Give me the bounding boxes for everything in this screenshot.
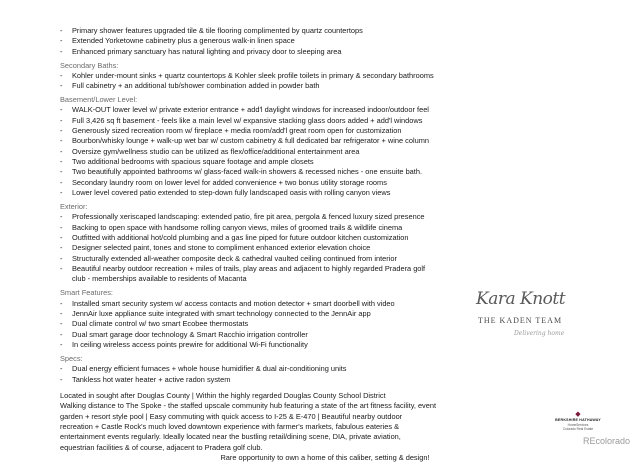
- section-heading: Exterior:: [60, 202, 88, 211]
- section-heading: Basement/Lower Level:: [60, 95, 138, 105]
- paragraph-line: entertainment events regularly. Ideally located near the bustling retail/dining scene, DIA, private aviation,: [60, 432, 401, 442]
- list-item: - JennAir luxe appliance suite integrated with smart technology connected to the JennAir app: [60, 308, 371, 318]
- bullet-dash: -: [60, 188, 63, 198]
- location-paragraph: [60, 391, 590, 463]
- list-item: - Full cabinetry + an additional tub/shower combination added in powder bath: [60, 81, 320, 91]
- brokerage-logo: [548, 411, 608, 431]
- primary-bath-section: [60, 26, 590, 57]
- bullet-dash: -: [60, 329, 63, 339]
- recolorado-watermark: REcolorado: [582, 436, 630, 446]
- list-item: - Installed smart security system w/ access contacts and motion detector + smart doorbell with video: [60, 298, 395, 308]
- bullet-dash: -: [60, 264, 63, 274]
- list-item: - Lower level covered patio extended to step-down fully landscaped oasis with rolling canyon views: [60, 188, 391, 198]
- bullet-dash: -: [60, 319, 63, 329]
- list-item: - Enhanced primary sanctuary has natural lighting and privacy door to sleeping area: [60, 46, 342, 56]
- bullet-dash: -: [60, 126, 63, 136]
- specs-section: [60, 354, 590, 385]
- list-item: - WALK-OUT lower level w/ private exterior entrance + add'l daylight windows for increased indoor/outdoor feel: [60, 105, 429, 115]
- list-item: - Kohler under-mount sinks + quartz countertops & Kohler sleek profile toilets in primary & secondary bathrooms: [60, 70, 434, 80]
- bullet-dash: -: [60, 243, 63, 253]
- list-item: - Full 3,426 sq ft basement - feels like a main level w/ expansive stacking glass doors added + add'l windows: [60, 115, 423, 125]
- list-item: - Oversize gym/wellness studio can be utilized as flex/office/additional entertainment area: [60, 146, 360, 156]
- bullet-dash: -: [60, 233, 63, 243]
- bullet-dash: -: [60, 157, 63, 167]
- bullet-dash: -: [60, 46, 63, 56]
- brokerage-name: BERKSHIRE HATHAWAY: [555, 418, 601, 422]
- bullet-dash: -: [60, 374, 63, 384]
- team-name: THE KADEN TEAM: [478, 316, 563, 325]
- section-heading: Smart Features:: [60, 288, 113, 298]
- bullet-dash: -: [60, 177, 63, 187]
- list-item-continuation: club - memberships available to residents of Macanta: [72, 274, 247, 284]
- exterior-section: [60, 202, 590, 285]
- signature-name: Kara Knott: [476, 289, 566, 309]
- list-item: - Primary shower features upgraded tile & tile flooring complimented by quartz countertops: [60, 26, 363, 35]
- paragraph-line: recreation + Castle Rock's much loved downtown experience with farmer's markets, fabulous eateries &: [60, 421, 400, 431]
- brokerage-region: Colorado Real Estate: [562, 426, 594, 431]
- list-item: - Extended Yorketowne cabinetry plus a generous walk-in linen space: [60, 36, 295, 46]
- list-item: - Dual climate control w/ two smart Ecobee thermostats: [60, 319, 249, 329]
- list-item: - Bourbon/whisky lounge + walk-up wet bar w/ custom cabinetry & full dedicated bar refrigerator + wine column: [60, 136, 429, 146]
- paragraph-line: Located in sought after Douglas County | Within the highly regarded Douglas County School District: [60, 390, 386, 400]
- list-item: - In ceiling wireless access points prewire for additional Wi-Fi functionality: [60, 339, 308, 349]
- bullet-dash: -: [60, 81, 63, 91]
- signature-subtitle: Delivering home: [514, 330, 565, 337]
- brokerage-subline: HomeServices: [567, 422, 589, 427]
- bullet-dash: -: [60, 146, 63, 156]
- bullet-dash: -: [60, 212, 63, 222]
- list-item: - Dual energy efficient furnaces + whole house humidifier & dual air-conditioning units: [60, 364, 347, 374]
- agent-signature: [468, 289, 578, 347]
- paragraph-line: garden + resort style pool | Easy commuting with quick access to I-25 & E-470 | Beautiful nearby outdoor: [60, 411, 403, 421]
- bullet-dash: -: [60, 298, 63, 308]
- paragraph-line: Walking distance to The Spoke - the staffed upscale community hub featuring a state of the art fitness facility, event: [60, 401, 437, 411]
- list-item: - Backing to open space with handsome rolling canyon views, miles of groomed trails & wildlife cinema: [60, 222, 403, 232]
- bullet-dash: -: [60, 36, 63, 46]
- list-item: - Dual smart garage door technology & Smart Racchio irrigation controller: [60, 329, 308, 339]
- bullet-dash: -: [60, 167, 63, 177]
- bullet-dash: -: [60, 136, 63, 146]
- bullet-dash: -: [60, 115, 63, 125]
- list-item: - Tankless hot water heater + active radon system: [60, 374, 231, 384]
- bullet-dash: -: [60, 364, 63, 374]
- list-item: - Two additional bedrooms with spacious square footage and ample closets: [60, 157, 314, 167]
- list-item: - Beautiful nearby outdoor recreation + miles of trails, play areas and adjacent to highly regarded Pradera golf: [60, 264, 426, 274]
- bullet-dash: -: [60, 339, 63, 349]
- bullet-dash: -: [60, 308, 63, 318]
- list-item: - Two beautifully appointed bathrooms w/ glass-faced walk-in showers & recessed niches - one ensuite bath.: [60, 167, 423, 177]
- paragraph-line: equestrian facilities & of course, adjacent to Pradera golf club.: [60, 442, 263, 452]
- secondary-baths-section: [60, 61, 590, 92]
- list-item: - Professionally xeriscaped landscaping: extended patio, fire pit area, pergola & fenced luxury sized presence: [60, 212, 425, 222]
- feature-list: [60, 26, 590, 463]
- closing-tagline: Rare opportunity to own a home of this caliber, setting & design!: [220, 452, 430, 462]
- list-item: - Secondary laundry room on lower level for added convenience + two bonus utility storage rooms: [60, 177, 387, 187]
- brokerage-mark-icon: ◆: [575, 411, 581, 418]
- section-heading: Secondary Baths:: [60, 60, 119, 70]
- list-item: - Structurally extended all-weather composite deck & cathedral vaulted ceiling continued from interior: [60, 253, 397, 263]
- bullet-dash: -: [60, 253, 63, 263]
- bullet-dash: -: [60, 222, 63, 232]
- bullet-dash: -: [60, 70, 63, 80]
- list-item: - Generously sized recreation room w/ fireplace + media room/add'l great room open for customization: [60, 126, 402, 136]
- list-item: - Outfitted with additional hot/cold plumbing and a gas line piped for future outdoor kitchen customization: [60, 233, 409, 243]
- list-item: - Designer selected paint, tones and stone to compliment enhanced exterior elevation choice: [60, 243, 371, 253]
- section-heading: Specs:: [60, 353, 83, 363]
- bullet-dash: -: [60, 105, 63, 115]
- basement-section: [60, 95, 590, 198]
- bullet-dash: -: [60, 26, 63, 35]
